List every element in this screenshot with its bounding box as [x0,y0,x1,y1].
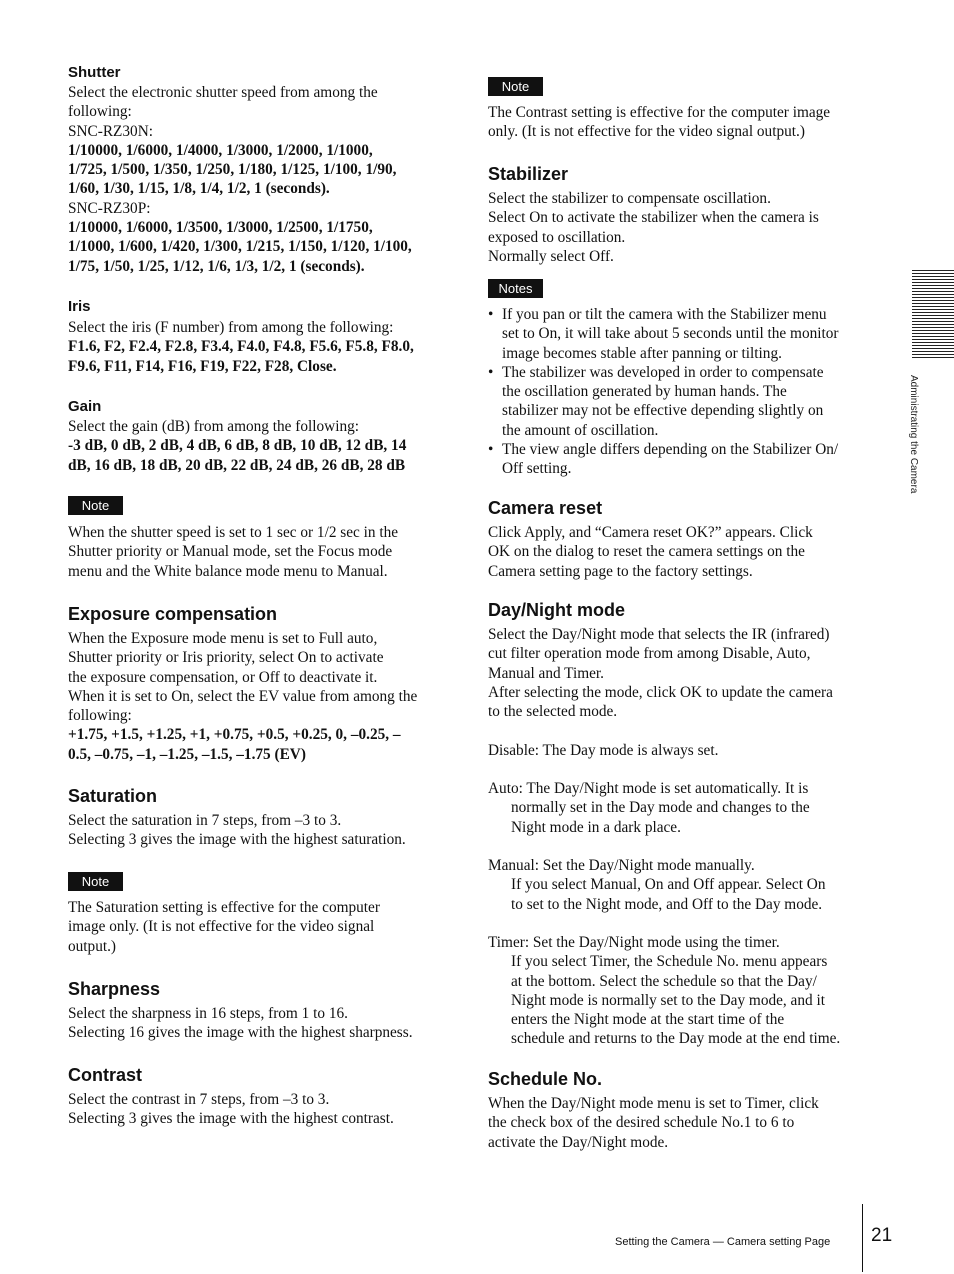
sharpness-body: Select the sharpness in 16 steps, from 1 to 16. Selecting 16 gives the image with the highest sharpness. [68,1005,413,1042]
note-saturation-text: The Saturation setting is effective for the computer image only. (It is not effective for the video signal output.) [68,899,380,955]
day-night-mode-heading: Day/Night mode [488,600,626,620]
note-badge: Note [68,496,123,515]
note-badge: Note [68,872,123,891]
notes-badge: Notes [488,279,543,298]
iris-body: Select the iris (F number) from among the following: F1.6, F2, F2.4, F2.8, F3.4, F4.0, F4.8, F5.6, F5.8, F8.0, F9.6, F11, F14, F16, F19, F22, F28, Close. [68,319,414,375]
day-night-disable: Disable: The Day mode is always set. [488,742,719,759]
note-shutter-text: When the shutter speed is set to 1 sec or 1/2 sec in the Shutter priority or Manual mode, set the Focus mode menu and the White balance mode menu to Manual. [68,524,399,580]
gain-body: Select the gain (dB) from among the following: -3 dB, 0 dB, 2 dB, 4 dB, 6 dB, 8 dB, 10 dB, 12 dB, 14 dB, 16 dB, 18 dB, 20 dB, 22 dB, 24 dB, 26 dB, 28 dB [68,418,407,474]
shutter-values-p: 1/10000, 1/6000, 1/3500, 1/3000, 1/2500, 1/1750, [68,219,373,237]
gain-heading: Gain [68,398,102,415]
footer-section-title: Setting the Camera — Camera setting Page [615,1236,831,1248]
saturation-body: Select the saturation in 7 steps, from –3 to 3. Selecting 3 gives the image with the highest saturation. [68,812,406,849]
chapter-tab-marker [912,270,954,360]
shutter-values-n: 1/10000, 1/6000, 1/4000, 1/3000, 1/2000, 1/1000, [68,141,373,159]
contrast-heading: Contrast [68,1065,143,1085]
note-badge: Note [488,77,543,96]
camera-reset-heading: Camera reset [488,498,603,518]
shutter-heading: Shutter [68,64,121,81]
list-item: • The stabilizer was developed in order to compensate the oscillation generated by human hands. The stabilizer may not be effective depending slightly on the amount of oscillation. [488,363,824,439]
day-night-manual: Manual: Set the Day/Night mode manually. If you select Manual, On and Off appear. Select On to set to the Night mode, and Off to the Day mode. [488,857,826,913]
note-contrast-text: The Contrast setting is effective for the computer image only. (It is not effective for the video signal output.) [488,104,831,141]
day-night-mode-body: Select the Day/Night mode that selects the IR (infrared) cut filter operation mode from among Disable, Auto, Manual and Timer. After selecting the mode, click OK to update the camera to the selected mode. [488,626,833,721]
contrast-body: Select the contrast in 7 steps, from –3 to 3. Selecting 3 gives the image with the highest contrast. [68,1091,394,1128]
list-item: • If you pan or tilt the camera with the Stabilizer menu set to On, it will take about 5 seconds until the monitor image becomes stable after panning or tilting. [488,306,839,362]
camera-reset-body: Click Apply, and “Camera reset OK?” appears. Click OK on the dialog to reset the camera settings on the Camera setting page to the factory settings. [488,524,813,580]
shutter-model-p: SNC-RZ30P: [68,199,151,217]
footer-divider [862,1204,863,1272]
list-item: • The view angle differs depending on the Stabilizer On/ Off setting. [488,441,839,478]
stabilizer-notes-list [488,305,866,479]
stabilizer-body: Select the stabilizer to compensate oscillation. Select On to activate the stabilizer when the camera is exposed to oscillation. Normally select Off. [488,190,819,265]
exposure-compensation-heading: Exposure compensation [68,604,278,624]
stabilizer-heading: Stabilizer [488,164,569,184]
chapter-tab-label: Administrating the Camera [908,375,919,494]
day-night-auto: Auto: The Day/Night mode is set automatically. It is normally set in the Day mode and changes to the Night mode in a dark place. [488,780,810,836]
iris-heading: Iris [68,298,91,315]
page-number: 21 [871,1225,893,1246]
sharpness-heading: Sharpness [68,979,161,999]
day-night-timer: Timer: Set the Day/Night mode using the timer. If you select Timer, the Schedule No. menu appears at the bottom. Select the schedule so that the Day/ Night mode is normally set to the Day mode, and it enters the Night mode at the start time of the schedule and returns to the Day mode at the end time. [488,934,841,1048]
saturation-heading: Saturation [68,786,158,806]
schedule-no-body: When the Day/Night mode menu is set to Timer, click the check box of the desired schedule No.1 to 6 to activate the Day/Night mode. [488,1095,819,1151]
exposure-compensation-body: When the Exposure mode menu is set to Full auto, Shutter priority or Iris priority, select On to activate the exposure compensation, or Off to deactivate it. When it is set to On, select the EV value from among the following: +1.75, +1.5, +1.25, +1, +0.75, +0.5, +0.25, 0, –0.25, – 0.5, –0.75, –1, –1.25, –1.5, –1.75 (EV) [68,630,418,763]
shutter-model-n: SNC-RZ30N: [68,122,153,140]
schedule-no-heading: Schedule No. [488,1069,603,1089]
shutter-body: Select the electronic shutter speed from among the following: SNC-RZ30N: 1/10000, 1/6000, 1/4000, 1/3000, 1/2000, 1/1000, 1/725, 1/500, 1/350, 1/250, 1/180, 1/125, 1/100, 1/90, 1/60, 1/30, 1/15, 1/8, 1/4, 1/2, 1 (seconds). SNC-RZ30P: 1/10000, 1/6000, 1/3500, 1/3000, 1/2500, 1/1750, 1/1000, 1/600, 1/420, 1/300, 1/215, 1/150, 1/120, 1/100, 1/75, 1/50, 1/25, 1/12, 1/6, 1/3, 1/2, 1 (seconds). [68,83,446,276]
